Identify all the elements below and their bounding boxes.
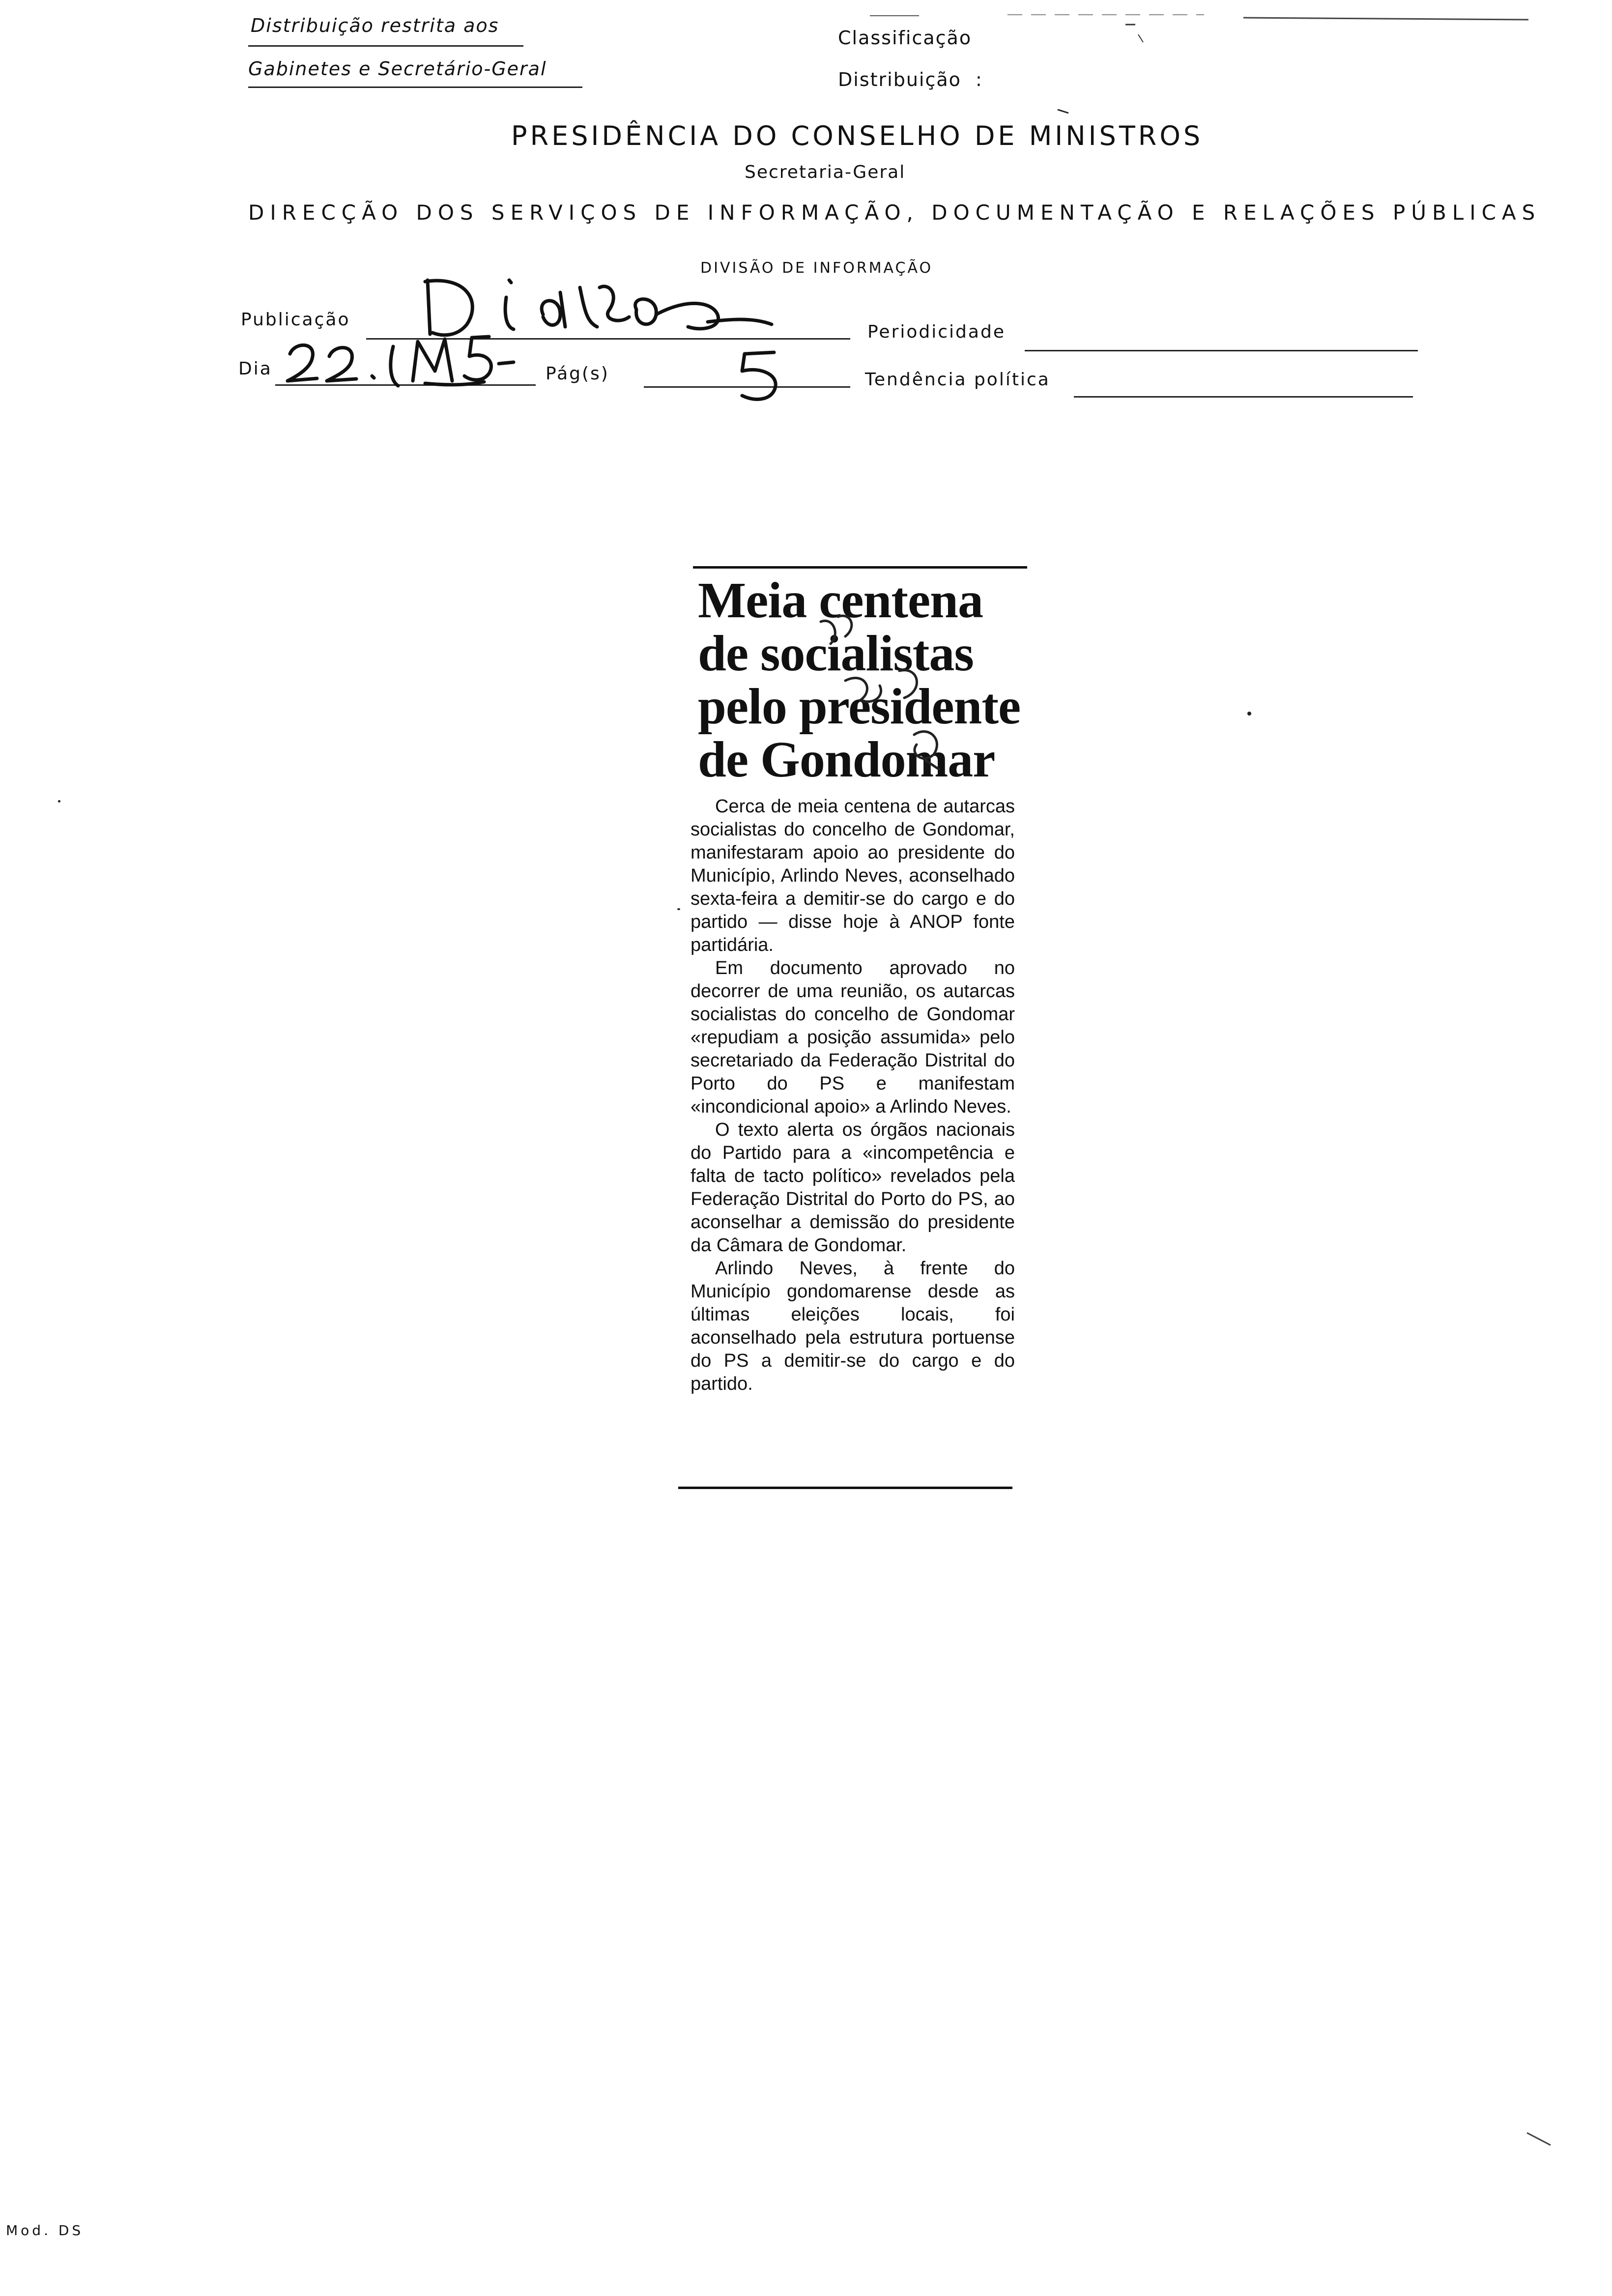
- article-paragraph-4: Arlindo Neves, à frente do Município gondomarense desde as últimas eleições locais, foi aconselhado pela estrutura portuense do PS a demitir-se do cargo e do partido.: [691, 1258, 1015, 1394]
- model-code: Mod. DS: [6, 2222, 84, 2239]
- article-paragraph-3: O texto alerta os órgãos nacionais do Partido para a «incompetência e falta de tacto político» revelados pela Federação Distrital do Porto do PS, ao aconselhar a demissão do presidente da Câmara de Gondomar.: [691, 1119, 1015, 1256]
- headline-line-1: Meia centena: [698, 572, 983, 629]
- tick-mark: [1057, 107, 1071, 117]
- distribution-note-rule-1: [248, 45, 523, 47]
- article-body: [691, 795, 1015, 1396]
- scan-artifact-corner: [1526, 2130, 1555, 2150]
- headline-line-2: de socialistas: [698, 625, 974, 682]
- classification-label: Classificação: [838, 27, 972, 49]
- distribution-note-line-2: Gabinetes e Secretário-Geral: [248, 58, 547, 80]
- pages-label: Pág(s): [546, 364, 609, 384]
- scan-speck: [677, 908, 680, 910]
- political-tendency-label: Tendência política: [865, 370, 1050, 390]
- clipping-bottom-rule: [678, 1487, 1012, 1489]
- article-paragraph-2: Em documento aprovado no decorrer de uma reunião, os autarcas socialistas do concelho de Gondomar «repudiam a posição assumida» pelo secretariado da Federação Distrital do Porto do PS e manifestam «incondicional apoio» a Arlindo Neves.: [691, 958, 1015, 1117]
- headline-line-3: pelo presidente: [698, 678, 1021, 735]
- article-paragraph-1: Cerca de meia centena de autarcas socialistas do concelho de Gondomar, manifestaram apoio ao presidente do Município, Arlindo Neves, aconselhado sexta-feira a demitir-se do cargo e do partido — disse hoje à ANOP fonte partidária.: [691, 796, 1015, 955]
- clipping-top-rule: [693, 566, 1027, 569]
- distribution-colon: :: [976, 69, 983, 90]
- publication-label: Publicação: [241, 310, 350, 330]
- pen-annotations-headline: [811, 607, 1008, 784]
- handwritten-date: [283, 317, 538, 391]
- political-tendency-field-line: [1074, 396, 1413, 398]
- periodicity-label: Periodicidade: [867, 322, 1006, 342]
- division-label: DIVISÃO DE INFORMAÇÃO: [700, 259, 933, 277]
- scan-speck: [58, 800, 60, 803]
- day-label: Dia: [238, 359, 272, 379]
- handwritten-page-number: [727, 346, 791, 405]
- distribution-label: Distribuição: [838, 69, 961, 90]
- secretariat-label: Secretaria-Geral: [745, 162, 906, 182]
- headline-line-4: de Gondomar: [698, 731, 995, 788]
- distribution-note-line-1: Distribuição restrita aos: [251, 15, 499, 36]
- directorate-title: DIRECÇÃO DOS SERVIÇOS DE INFORMAÇÃO, DOCUMENTAÇÃO E RELAÇÕES PÚBLICAS: [248, 201, 1541, 225]
- distribution-note-rule-2: [248, 86, 582, 88]
- scan-artifact-marks: [860, 5, 1533, 44]
- periodicity-field-line: [1025, 350, 1418, 351]
- institution-title: PRESIDÊNCIA DO CONSELHO DE MINISTROS: [511, 120, 1204, 151]
- scan-speck: [1247, 712, 1251, 716]
